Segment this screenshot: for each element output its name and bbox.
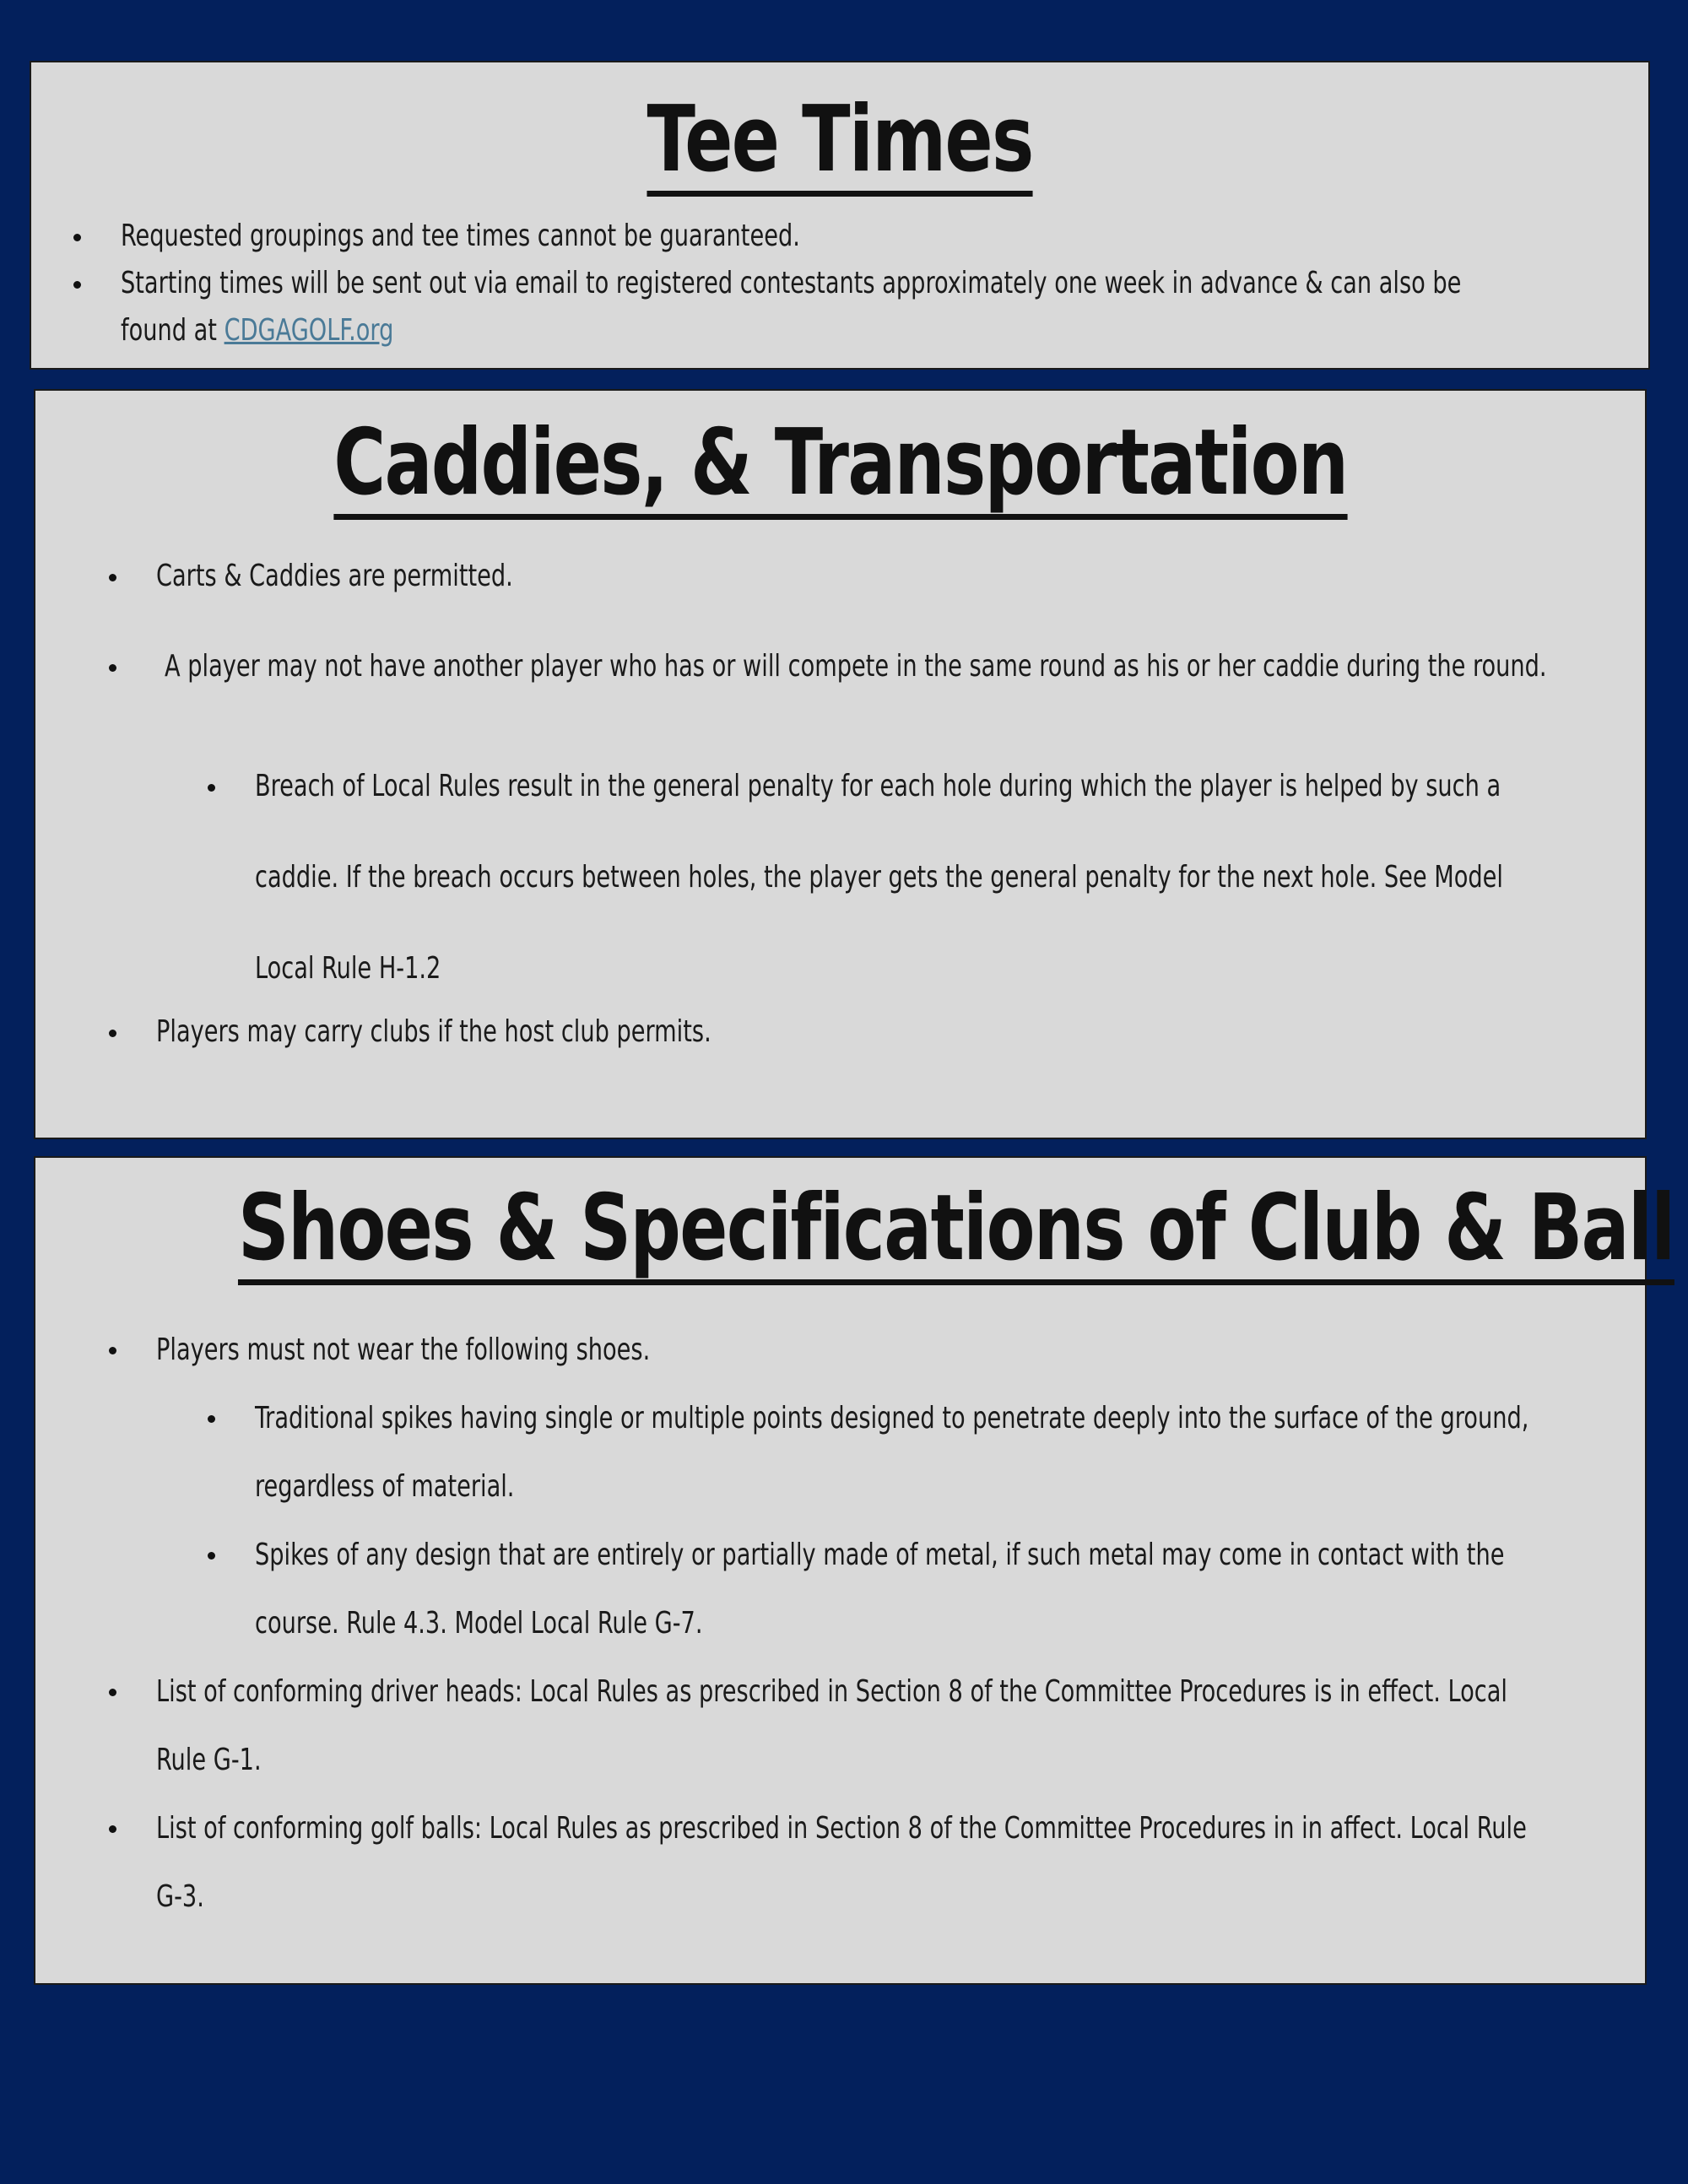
list-item: Carts & Caddies are permitted. — [156, 560, 581, 593]
list-item: Players must not wear the following shoes. — [156, 1316, 744, 1384]
tee-times-title: Tee Times — [31, 95, 1648, 197]
cdgagolf-link[interactable]: CDGAGOLF.org — [224, 313, 394, 348]
tee-times-section — [30, 61, 1650, 370]
sub-list-item: Traditional spikes having single or multiple points designed to penetrate deeply into the surface of the ground, regardless of material. — [255, 1384, 1688, 1521]
tee-times-list — [121, 213, 1606, 354]
list-item: List of conforming driver heads: Local Rules as prescribed in Section 8 of the Committee Procedures is in effect. Local Rule G-1. — [156, 1657, 1688, 1794]
list-item-continuation: found at CDGAGOLF.org — [121, 313, 394, 348]
sub-list-item: Spikes of any design that are entirely or partially made of metal, if such metal may come in contact with the course. Rule 4.3. Model Local Rule G-7. — [255, 1521, 1688, 1657]
list-item: A player may not have another player who has or will compete in the same round as his or her caddie during the round. — [165, 650, 1688, 684]
list-item: Players may carry clubs if the host club permits. — [156, 1015, 817, 1049]
list-item: Starting times will be sent out via email to registered contestants approximately one week in advance & can also be found at CDGAGOLF.org — [121, 260, 1606, 354]
caddies-transportation-section — [34, 389, 1647, 1139]
list-item: List of conforming golf balls: Local Rules as prescribed in Section 8 of the Committee Procedures in in affect. Local Rule G-3. — [156, 1794, 1688, 1931]
shoes-specifications-title: Shoes & Specifications of Club & Ball — [35, 1183, 1645, 1285]
caddies-transportation-title: Caddies, & Transportation — [35, 418, 1645, 520]
list-item: Requested groupings and tee times cannot be guaranteed. — [121, 213, 1606, 260]
shoes-specifications-section — [34, 1156, 1674, 1985]
sub-list-item: Breach of Local Rules result in the general penalty for each hole during which the player is helped by such a caddie. If the breach occurs between holes, the player gets the general penalty for the next hole. See Model Local Rule H-1.2 — [255, 741, 1688, 1014]
